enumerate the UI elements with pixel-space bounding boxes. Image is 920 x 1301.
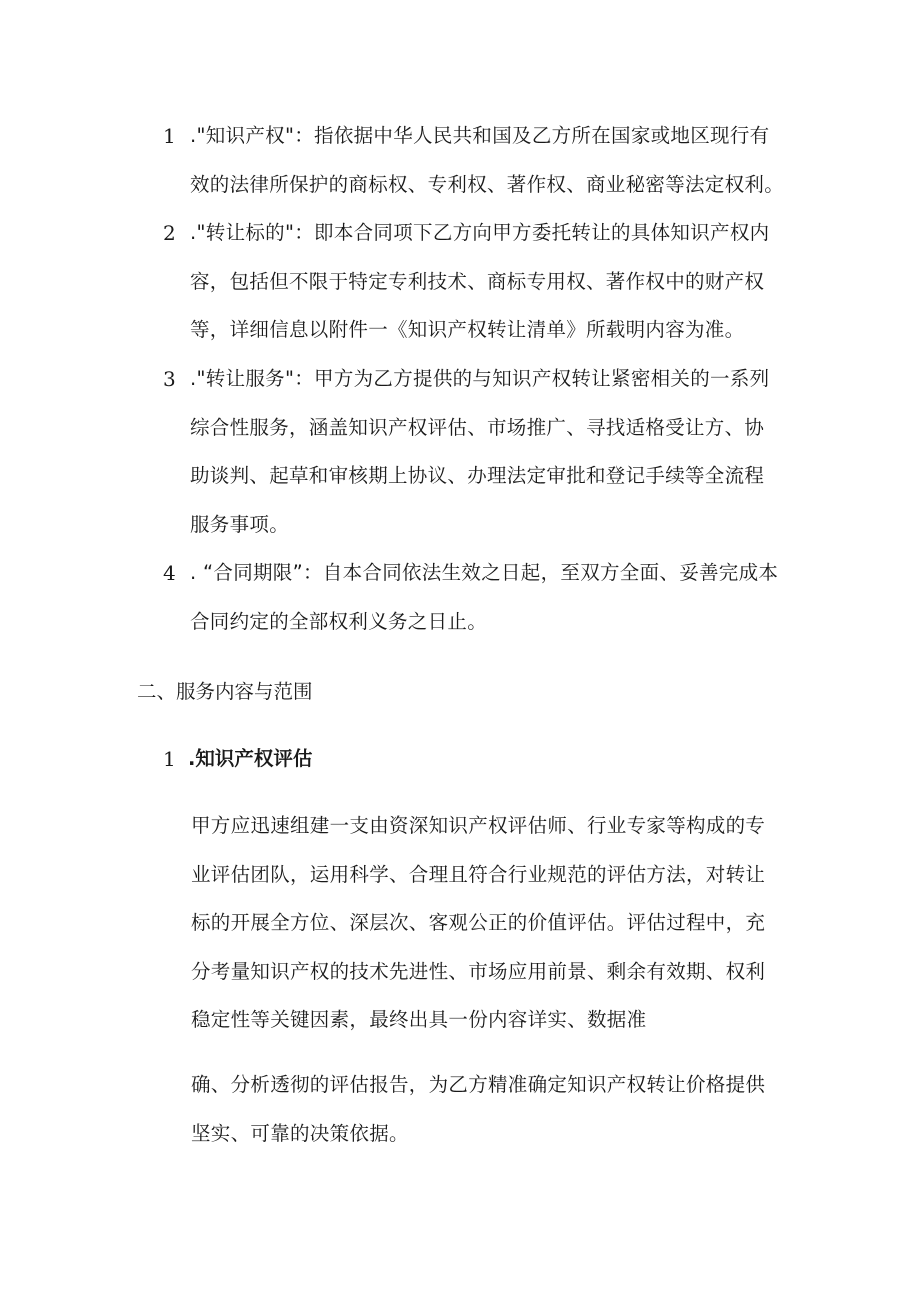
text-line: ."转让服务"：甲方为乙方提供的与知识产权转让紧密相关的一系列	[190, 367, 770, 390]
text-line: ."转让标的"：即本合同项下乙方向甲方委托转让的具体知识产权内	[190, 221, 770, 244]
definition-number: 3	[163, 367, 176, 391]
subsection-title: .知识产权评估	[188, 747, 313, 770]
text-line: 业评估团队，运用科学、合理且符合行业规范的评估方法，对转让	[191, 862, 766, 886]
text-line: 稳定性等关键因素，最终出具一份内容详实、数据准	[191, 1008, 647, 1031]
text-line: 合同约定的全部权利义务之日止。	[190, 609, 488, 633]
definition-text	[190, 112, 792, 209]
definition-number: 1	[163, 124, 176, 148]
body-paragraph-1	[191, 802, 791, 1045]
text-line: 综合性服务，涵盖知识产权评估、市场推广、寻找适格受让方、协	[190, 415, 765, 439]
text-line: 确、分析透彻的评估报告，为乙方精准确定知识产权转让价格提供	[191, 1073, 766, 1096]
definition-text	[190, 355, 792, 549]
text-line: 等，详细信息以附件一《知识产权转让清单》所载明内容为准。	[190, 318, 745, 341]
text-line: 服务事项。	[190, 512, 290, 536]
subsection-number: 1	[163, 747, 176, 771]
text-line: 助谈判、起草和审核期上协议、办理法定审批和登记手续等全流程	[190, 464, 765, 487]
definition-number: 2	[163, 221, 176, 245]
text-line: 甲方应迅速组建一支由资深知识产权评估师、行业专家等构成的专	[191, 814, 766, 837]
text-line: 标的开展全方位、深层次、客观公正的价值评估。评估过程中，充	[191, 911, 766, 934]
text-line: 坚实、可靠的决策依据。	[191, 1121, 409, 1145]
body-paragraph-2	[191, 1061, 791, 1158]
text-line: ."知识产权"：指依据中华人民共和国及乙方所在国家或地区现行有	[190, 124, 770, 147]
section-heading: 二、服务内容与范围	[137, 680, 313, 703]
text-line: . “合同期限”：自本合同依法生效之日起，至双方全面、妥善完成本	[190, 561, 779, 584]
text-line: 容，包括但不限于特定专利技术、商标专用权、著作权中的财产权	[190, 269, 765, 293]
text-line: 效的法律所保护的商标权、专利权、著作权、商业秘密等法定权利。	[190, 172, 785, 196]
definition-text	[190, 549, 792, 646]
text-line: 分考量知识产权的技术先进性、市场应用前景、剩余有效期、权利	[191, 959, 766, 983]
definition-number: 4	[163, 561, 176, 585]
definition-text	[190, 209, 792, 355]
